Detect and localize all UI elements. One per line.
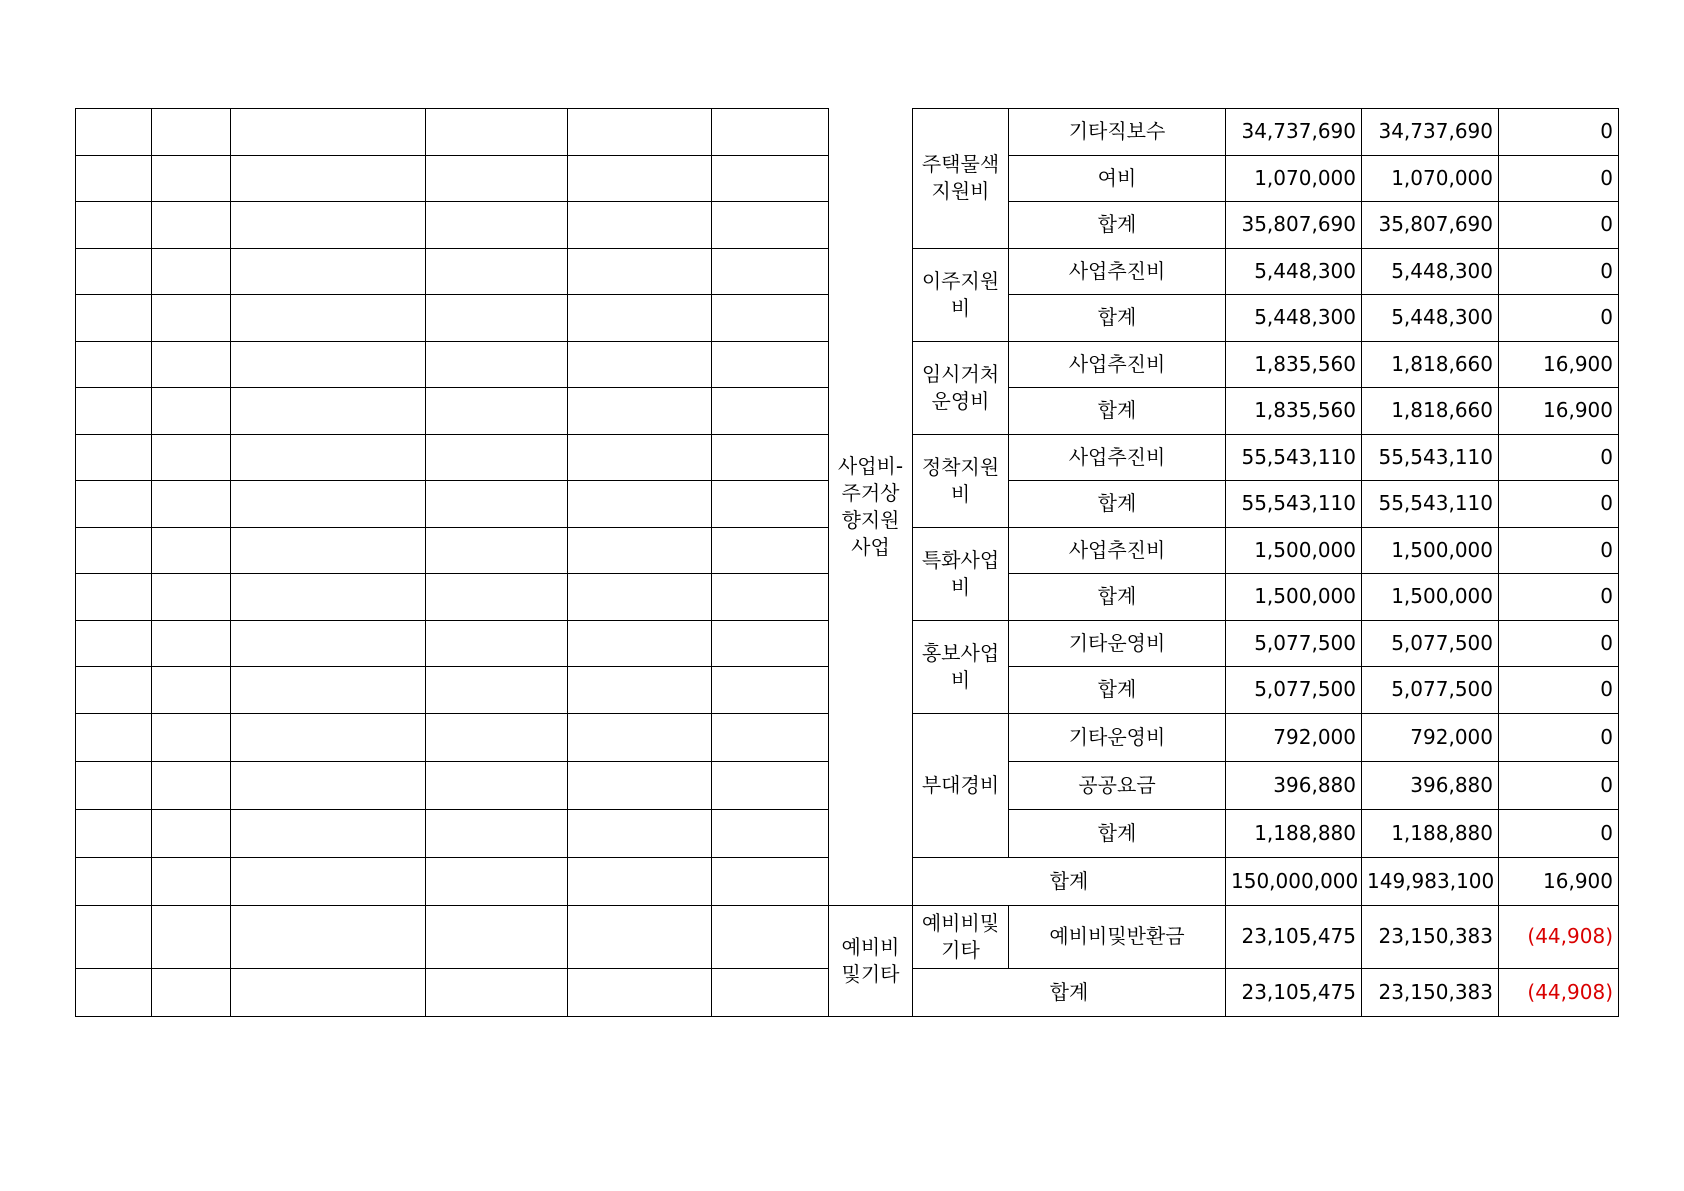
budget-value: 1,835,560 xyxy=(1226,388,1362,435)
empty-cell xyxy=(426,809,568,857)
empty-cell xyxy=(152,248,231,295)
item-name: 여비 xyxy=(1009,155,1226,202)
empty-cell xyxy=(231,968,426,1016)
empty-cell xyxy=(426,713,568,761)
category-level1: 예비비및기타 xyxy=(829,905,913,1016)
diff-value-negative: (44,908) xyxy=(1499,905,1619,968)
empty-cell xyxy=(426,109,568,156)
empty-cell xyxy=(568,527,712,574)
empty-cell xyxy=(712,388,829,435)
budget-value: 150,000,000 xyxy=(1226,857,1362,905)
empty-cell xyxy=(152,155,231,202)
diff-value: 0 xyxy=(1499,809,1619,857)
empty-cell xyxy=(568,620,712,667)
empty-cell xyxy=(712,857,829,905)
empty-cell xyxy=(568,434,712,481)
empty-cell xyxy=(426,527,568,574)
diff-value: 0 xyxy=(1499,434,1619,481)
item-name: 합계 xyxy=(1009,667,1226,714)
empty-cell xyxy=(712,905,829,968)
empty-cell xyxy=(231,155,426,202)
category-level2: 임시거처운영비 xyxy=(913,341,1009,434)
empty-cell xyxy=(231,248,426,295)
executed-value: 5,448,300 xyxy=(1362,295,1499,342)
diff-value: 0 xyxy=(1499,295,1619,342)
executed-value: 23,150,383 xyxy=(1362,968,1499,1016)
executed-value: 5,448,300 xyxy=(1362,248,1499,295)
empty-cell xyxy=(152,574,231,621)
item-name: 기타운영비 xyxy=(1009,620,1226,667)
executed-value: 1,500,000 xyxy=(1362,527,1499,574)
diff-value: 16,900 xyxy=(1499,341,1619,388)
executed-value: 1,818,660 xyxy=(1362,388,1499,435)
empty-cell xyxy=(568,809,712,857)
empty-cell xyxy=(231,809,426,857)
item-name: 합계 xyxy=(1009,574,1226,621)
diff-value: 0 xyxy=(1499,620,1619,667)
empty-cell xyxy=(712,434,829,481)
diff-value: 0 xyxy=(1499,481,1619,528)
empty-cell xyxy=(426,761,568,809)
empty-cell xyxy=(152,434,231,481)
empty-cell xyxy=(712,809,829,857)
empty-cell xyxy=(426,667,568,714)
item-name: 예비비및반환금 xyxy=(1009,905,1226,968)
empty-cell xyxy=(152,295,231,342)
empty-cell xyxy=(568,713,712,761)
item-name: 합계 xyxy=(1009,295,1226,342)
empty-cell xyxy=(426,155,568,202)
item-name: 합계 xyxy=(1009,202,1226,249)
item-name: 공공요금 xyxy=(1009,761,1226,809)
empty-cell xyxy=(152,761,231,809)
empty-cell xyxy=(568,109,712,156)
budget-value: 5,448,300 xyxy=(1226,248,1362,295)
empty-cell xyxy=(712,202,829,249)
empty-cell xyxy=(568,905,712,968)
empty-cell xyxy=(152,857,231,905)
empty-cell xyxy=(426,341,568,388)
item-name: 기타직보수 xyxy=(1009,109,1226,156)
empty-cell xyxy=(568,761,712,809)
empty-cell xyxy=(426,248,568,295)
empty-cell xyxy=(76,857,152,905)
diff-value: 0 xyxy=(1499,155,1619,202)
budget-value: 34,737,690 xyxy=(1226,109,1362,156)
section-total-label: 합계 xyxy=(913,968,1226,1016)
budget-value: 1,188,880 xyxy=(1226,809,1362,857)
diff-value: 16,900 xyxy=(1499,857,1619,905)
empty-cell xyxy=(231,905,426,968)
empty-cell xyxy=(76,905,152,968)
empty-cell xyxy=(152,481,231,528)
empty-cell xyxy=(76,761,152,809)
empty-cell xyxy=(76,295,152,342)
budget-value: 5,448,300 xyxy=(1226,295,1362,342)
budget-value: 792,000 xyxy=(1226,713,1362,761)
executed-value: 5,077,500 xyxy=(1362,667,1499,714)
empty-cell xyxy=(76,434,152,481)
executed-value: 149,983,100 xyxy=(1362,857,1499,905)
empty-cell xyxy=(712,109,829,156)
empty-cell xyxy=(426,434,568,481)
budget-value: 396,880 xyxy=(1226,761,1362,809)
empty-cell xyxy=(231,574,426,621)
empty-cell xyxy=(231,713,426,761)
executed-value: 1,818,660 xyxy=(1362,341,1499,388)
item-name: 사업추진비 xyxy=(1009,341,1226,388)
empty-cell xyxy=(568,388,712,435)
empty-cell xyxy=(76,202,152,249)
budget-value: 5,077,500 xyxy=(1226,667,1362,714)
empty-cell xyxy=(426,574,568,621)
empty-cell xyxy=(152,109,231,156)
empty-cell xyxy=(152,527,231,574)
empty-cell xyxy=(712,761,829,809)
budget-value: 23,105,475 xyxy=(1226,968,1362,1016)
empty-cell xyxy=(76,667,152,714)
section-total-label: 합계 xyxy=(913,857,1226,905)
empty-cell xyxy=(152,809,231,857)
empty-cell xyxy=(152,388,231,435)
table-row xyxy=(76,905,1619,968)
budget-value: 35,807,690 xyxy=(1226,202,1362,249)
empty-cell xyxy=(568,481,712,528)
budget-value: 55,543,110 xyxy=(1226,434,1362,481)
empty-cell xyxy=(568,857,712,905)
empty-cell xyxy=(152,667,231,714)
category-level2: 특화사업비 xyxy=(913,527,1009,620)
executed-value: 34,737,690 xyxy=(1362,109,1499,156)
empty-cell xyxy=(712,481,829,528)
empty-cell xyxy=(231,857,426,905)
empty-cell xyxy=(426,857,568,905)
table-row xyxy=(76,109,1619,156)
empty-cell xyxy=(712,968,829,1016)
empty-cell xyxy=(568,574,712,621)
item-name: 기타운영비 xyxy=(1009,713,1226,761)
empty-cell xyxy=(426,202,568,249)
empty-cell xyxy=(76,248,152,295)
diff-value: 0 xyxy=(1499,248,1619,295)
category-level2: 정착지원비 xyxy=(913,434,1009,527)
empty-cell xyxy=(426,905,568,968)
empty-cell xyxy=(568,968,712,1016)
empty-cell xyxy=(231,527,426,574)
empty-cell xyxy=(76,968,152,1016)
empty-cell xyxy=(76,809,152,857)
empty-cell xyxy=(152,341,231,388)
empty-cell xyxy=(231,481,426,528)
executed-value: 55,543,110 xyxy=(1362,434,1499,481)
diff-value: 0 xyxy=(1499,109,1619,156)
empty-cell xyxy=(712,248,829,295)
item-name: 사업추진비 xyxy=(1009,248,1226,295)
empty-cell xyxy=(231,341,426,388)
executed-value: 1,188,880 xyxy=(1362,809,1499,857)
category-level2: 주택물색지원비 xyxy=(913,109,1009,249)
empty-cell xyxy=(568,341,712,388)
empty-cell xyxy=(231,388,426,435)
empty-cell xyxy=(76,481,152,528)
empty-cell xyxy=(426,481,568,528)
empty-cell xyxy=(152,202,231,249)
empty-cell xyxy=(231,109,426,156)
budget-value: 1,500,000 xyxy=(1226,574,1362,621)
empty-cell xyxy=(152,620,231,667)
empty-cell xyxy=(231,667,426,714)
empty-cell xyxy=(568,202,712,249)
empty-cell xyxy=(712,155,829,202)
diff-value-negative: (44,908) xyxy=(1499,968,1619,1016)
diff-value: 16,900 xyxy=(1499,388,1619,435)
empty-cell xyxy=(568,295,712,342)
empty-cell xyxy=(712,527,829,574)
empty-cell xyxy=(426,388,568,435)
empty-cell xyxy=(712,620,829,667)
empty-cell xyxy=(426,295,568,342)
budget-value: 55,543,110 xyxy=(1226,481,1362,528)
empty-cell xyxy=(712,574,829,621)
empty-cell xyxy=(568,248,712,295)
empty-cell xyxy=(76,388,152,435)
empty-cell xyxy=(152,968,231,1016)
item-name: 사업추진비 xyxy=(1009,434,1226,481)
category-level1: 사업비-주거상향지원사업 xyxy=(829,109,913,906)
executed-value: 1,500,000 xyxy=(1362,574,1499,621)
empty-cell xyxy=(712,667,829,714)
diff-value: 0 xyxy=(1499,202,1619,249)
diff-value: 0 xyxy=(1499,667,1619,714)
item-name: 합계 xyxy=(1009,388,1226,435)
empty-cell xyxy=(76,109,152,156)
budget-value: 1,070,000 xyxy=(1226,155,1362,202)
empty-cell xyxy=(426,968,568,1016)
empty-cell xyxy=(231,434,426,481)
executed-value: 35,807,690 xyxy=(1362,202,1499,249)
diff-value: 0 xyxy=(1499,761,1619,809)
executed-value: 396,880 xyxy=(1362,761,1499,809)
empty-cell xyxy=(152,713,231,761)
category-level2: 이주지원비 xyxy=(913,248,1009,341)
empty-cell xyxy=(76,574,152,621)
budget-value: 1,500,000 xyxy=(1226,527,1362,574)
budget-table xyxy=(75,108,1619,1017)
empty-cell xyxy=(152,905,231,968)
item-name: 사업추진비 xyxy=(1009,527,1226,574)
empty-cell xyxy=(712,713,829,761)
empty-cell xyxy=(76,713,152,761)
empty-cell xyxy=(76,620,152,667)
empty-cell xyxy=(76,155,152,202)
item-name: 합계 xyxy=(1009,809,1226,857)
diff-value: 0 xyxy=(1499,574,1619,621)
budget-value: 5,077,500 xyxy=(1226,620,1362,667)
category-level2: 홍보사업비 xyxy=(913,620,1009,713)
empty-cell xyxy=(426,620,568,667)
executed-value: 1,070,000 xyxy=(1362,155,1499,202)
empty-cell xyxy=(712,295,829,342)
empty-cell xyxy=(76,527,152,574)
budget-value: 1,835,560 xyxy=(1226,341,1362,388)
executed-value: 23,150,383 xyxy=(1362,905,1499,968)
executed-value: 792,000 xyxy=(1362,713,1499,761)
empty-cell xyxy=(76,341,152,388)
empty-cell xyxy=(712,341,829,388)
category-level2: 예비비및기타 xyxy=(913,905,1009,968)
budget-value: 23,105,475 xyxy=(1226,905,1362,968)
empty-cell xyxy=(231,202,426,249)
category-level2: 부대경비 xyxy=(913,713,1009,857)
diff-value: 0 xyxy=(1499,527,1619,574)
empty-cell xyxy=(231,620,426,667)
diff-value: 0 xyxy=(1499,713,1619,761)
empty-cell xyxy=(231,761,426,809)
executed-value: 5,077,500 xyxy=(1362,620,1499,667)
item-name: 합계 xyxy=(1009,481,1226,528)
empty-cell xyxy=(568,155,712,202)
empty-cell xyxy=(231,295,426,342)
executed-value: 55,543,110 xyxy=(1362,481,1499,528)
empty-cell xyxy=(568,667,712,714)
